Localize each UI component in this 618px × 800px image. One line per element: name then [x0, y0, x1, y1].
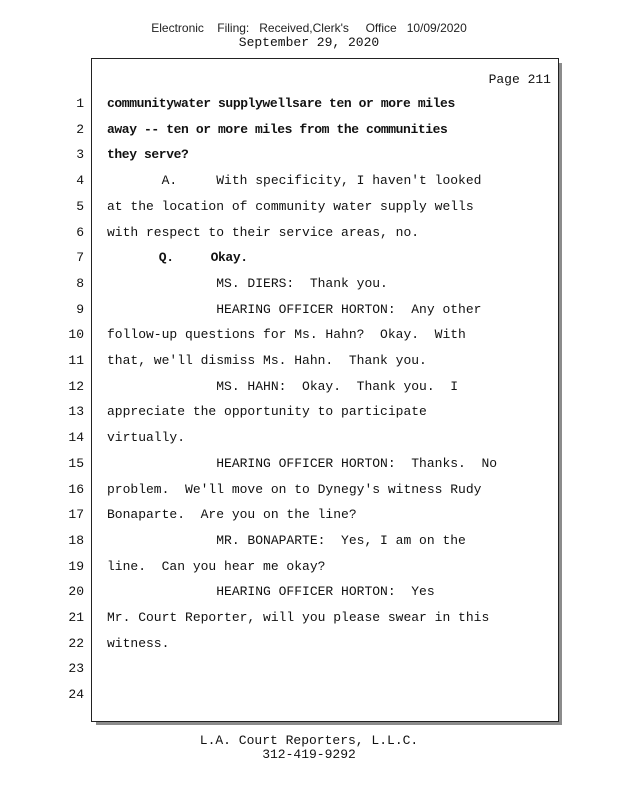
- line-number: 7: [76, 250, 84, 265]
- line-text: MS. HAHN: Okay. Thank you. I: [107, 379, 459, 394]
- line-text: follow-up questions for Ms. Hahn? Okay. With: [107, 327, 466, 342]
- line-text: MS. DIERS: Thank you.: [107, 276, 388, 291]
- line-number: 9: [76, 302, 84, 317]
- line-number: 19: [68, 559, 84, 574]
- line-number: 11: [68, 353, 84, 368]
- line-number: 18: [68, 533, 84, 548]
- line-text: Mr. Court Reporter, will you please swear in this: [107, 610, 490, 625]
- line-number: 1: [76, 96, 84, 111]
- line-text: MR. BONAPARTE: Yes, I am on the: [107, 533, 466, 548]
- line-text: HEARING OFFICER HORTON: Thanks. No: [107, 456, 498, 471]
- line-number: 14: [68, 430, 84, 445]
- line-number: 10: [68, 327, 84, 342]
- line-number: 23: [68, 661, 84, 676]
- line-text: HEARING OFFICER HORTON: Any other: [107, 302, 482, 317]
- line-number: 3: [76, 147, 84, 162]
- reporter-phone: 312-419-9292: [262, 747, 356, 762]
- line-number: 16: [68, 482, 84, 497]
- transcript-date: September 29, 2020: [238, 35, 380, 50]
- line-number: 13: [68, 404, 84, 419]
- line-number: 22: [68, 636, 84, 651]
- line-text: Bonaparte. Are you on the line?: [107, 507, 357, 522]
- filing-stamp: Electronic Filing: Received,Clerk's Office 10/09/2020: [151, 21, 467, 35]
- line-text: they serve?: [107, 147, 189, 162]
- line-text: away -- ten or more miles from the communities: [107, 122, 448, 137]
- line-text: with respect to their service areas, no.: [107, 225, 420, 240]
- line-text: at the location of community water supply wells: [107, 199, 474, 214]
- line-number: 5: [76, 199, 84, 214]
- line-text: that, we'll dismiss Ms. Hahn. Thank you.: [107, 353, 427, 368]
- line-number: 17: [68, 507, 84, 522]
- line-number: 4: [76, 173, 84, 188]
- line-text: Q. Okay.: [107, 250, 248, 265]
- line-number: 20: [68, 584, 84, 599]
- line-number: 6: [76, 225, 84, 240]
- line-text: A. With specificity, I haven't looked: [107, 173, 482, 188]
- line-text: virtually.: [107, 430, 186, 445]
- line-number: 24: [68, 687, 84, 702]
- line-text: appreciate the opportunity to participate: [107, 404, 427, 419]
- line-text: line. Can you hear me okay?: [107, 559, 326, 574]
- reporter-company: L.A. Court Reporters, L.L.C.: [199, 733, 419, 748]
- line-number: 8: [76, 276, 84, 291]
- line-text: witness.: [107, 636, 170, 651]
- line-number: 21: [68, 610, 84, 625]
- line-text: HEARING OFFICER HORTON: Yes: [107, 584, 435, 599]
- line-number: 2: [76, 122, 84, 137]
- line-number: 15: [68, 456, 84, 471]
- line-number: 12: [68, 379, 84, 394]
- line-text: communitywater supplywellsare ten or more miles: [107, 96, 455, 111]
- line-text: problem. We'll move on to Dynegy's witness Rudy: [107, 482, 482, 497]
- page-number: Page 211: [488, 72, 551, 87]
